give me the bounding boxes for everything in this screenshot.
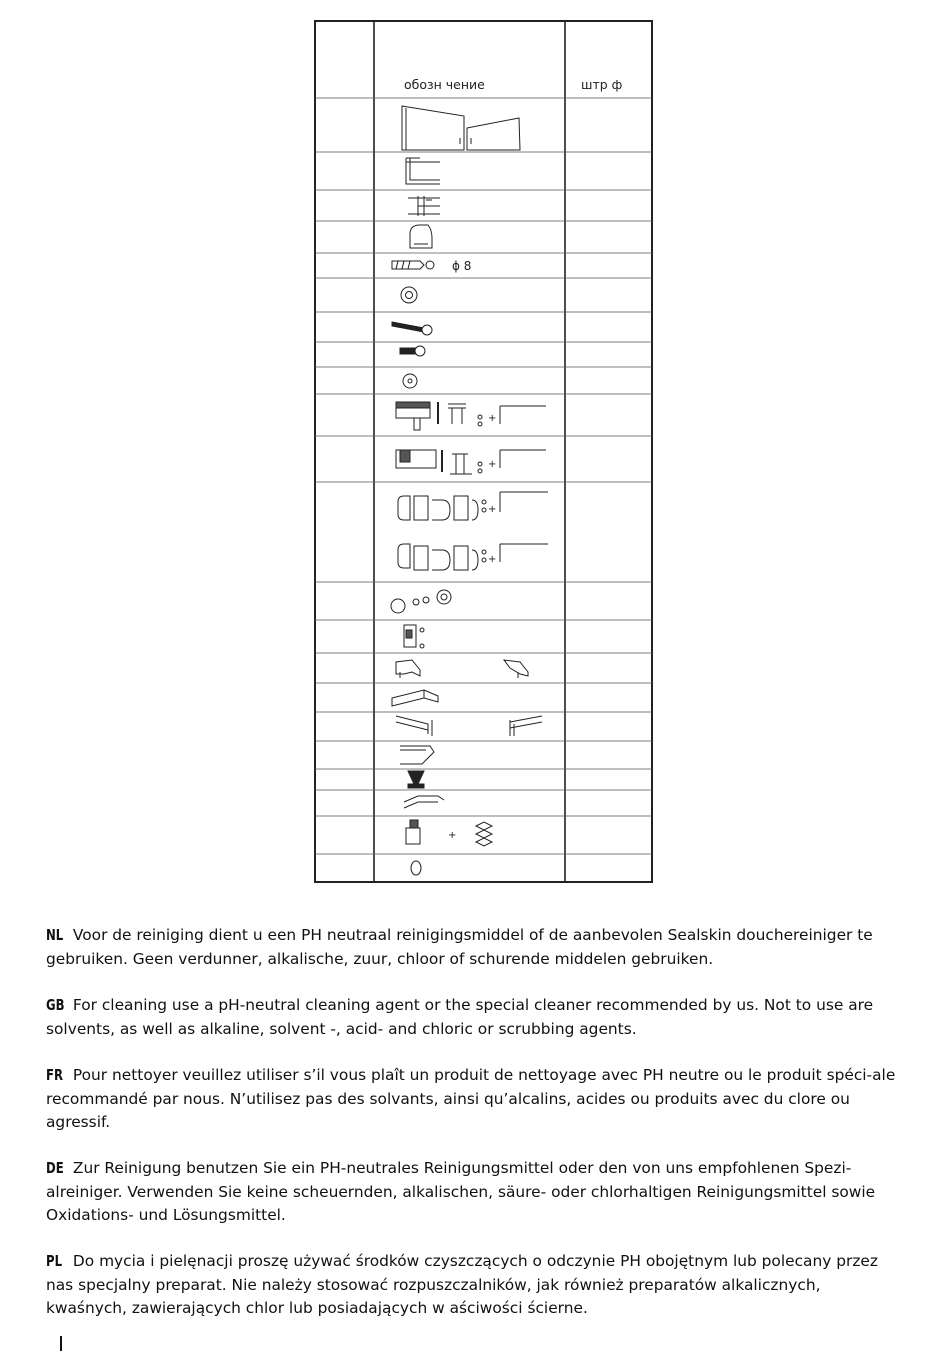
language-code: DE xyxy=(46,1159,64,1177)
cleaning-note-nl xyxy=(46,924,906,971)
cleaning-text: For cleaning use a pH-neutral cleaning agent or the special cleaner recommended by us. Not to use are solvents, as well as alkaline, solvent -, acid- and chloric or scrubbing agents. xyxy=(46,996,874,1038)
page-marker xyxy=(60,1336,62,1351)
corner-profile-icon xyxy=(392,690,438,706)
wall-profile-icon xyxy=(406,158,440,184)
brush-seal-icon xyxy=(408,771,424,788)
cover-cap-icon xyxy=(403,374,417,388)
plus-sign: + xyxy=(488,554,497,565)
hinge-set-b-icon xyxy=(396,450,546,474)
plus-sign: + xyxy=(448,830,457,841)
end-cap-icon xyxy=(410,225,432,248)
hinge-set-a-icon xyxy=(396,402,546,430)
glass-panels-icon xyxy=(402,106,520,150)
bracket-pair-icon xyxy=(396,660,528,678)
anchor-diameter-label: ϕ 8 xyxy=(452,259,472,273)
parts-table xyxy=(314,20,654,886)
header-quantity: штр ф xyxy=(581,77,623,92)
plus-sign: + xyxy=(488,459,497,470)
cleaning-text: Voor de reiniging dient u een PH neutraal reinigingsmiddel of de aanbevolen Sealskin douchereiniger te gebruiken. Geen verdunner, alkalische, zuur, chloor of schurende middelen gebruiken. xyxy=(46,926,873,968)
washer-icon xyxy=(401,287,417,303)
language-code: GB xyxy=(46,996,65,1014)
bolt-icon xyxy=(400,346,425,356)
handle-hinge-set-icon xyxy=(398,492,548,570)
screw-icon xyxy=(392,322,432,335)
magnet-block-icon xyxy=(404,625,424,648)
cleaning-note-de xyxy=(46,1157,906,1228)
drip-profile-icon xyxy=(404,796,444,808)
header-designation: обозн чение xyxy=(404,77,485,92)
connector-profile-icon xyxy=(408,196,440,216)
cleaning-note-pl xyxy=(46,1250,906,1321)
plus-sign: + xyxy=(488,413,497,424)
cleaning-text: Do mycia i pielęnacji proszę używać środków czyszczących o odczynie PH obojętnym lub polecany przez nas specjalny preparat. Nie należy stosować rozpuszczalników, jak również preparatów alkalicznych, kwaśnych, zawierających chlor lub posiadających w aściwości ścierne. xyxy=(46,1252,878,1317)
language-code: NL xyxy=(46,926,64,944)
cleaning-text: Pour nettoyer veuillez utiliser s’il vous plaît un produit de nettoyage avec PH neutre ou le produit spéci-ale recommandé par nous. N’utilisez pas des solvants, ainsi qu’alcalins, acides ou produits avec du clore ou agressif. xyxy=(46,1066,896,1131)
wall-plug-icon xyxy=(392,261,434,269)
ring-icon xyxy=(411,861,421,875)
cleaning-note-fr xyxy=(46,1064,906,1135)
language-code: PL xyxy=(46,1252,63,1270)
seal-strip-icon xyxy=(400,746,434,764)
knob-set-icon xyxy=(391,590,451,613)
cleaning-note-gb xyxy=(46,994,906,1041)
plus-sign: + xyxy=(488,504,497,515)
language-code: FR xyxy=(46,1066,64,1084)
rail-profile-icon xyxy=(396,716,542,736)
cleaning-text: Zur Reinigung benutzen Sie ein PH-neutrales Reinigungsmittel oder den von uns empfohlenen Spezi-alreiniger. Verwenden Sie keine scheuernden, alkalischen, säure- oder chlorhaltigen Reinigungsmittel sowie Oxidations- und Lösungsmittel. xyxy=(46,1159,876,1224)
